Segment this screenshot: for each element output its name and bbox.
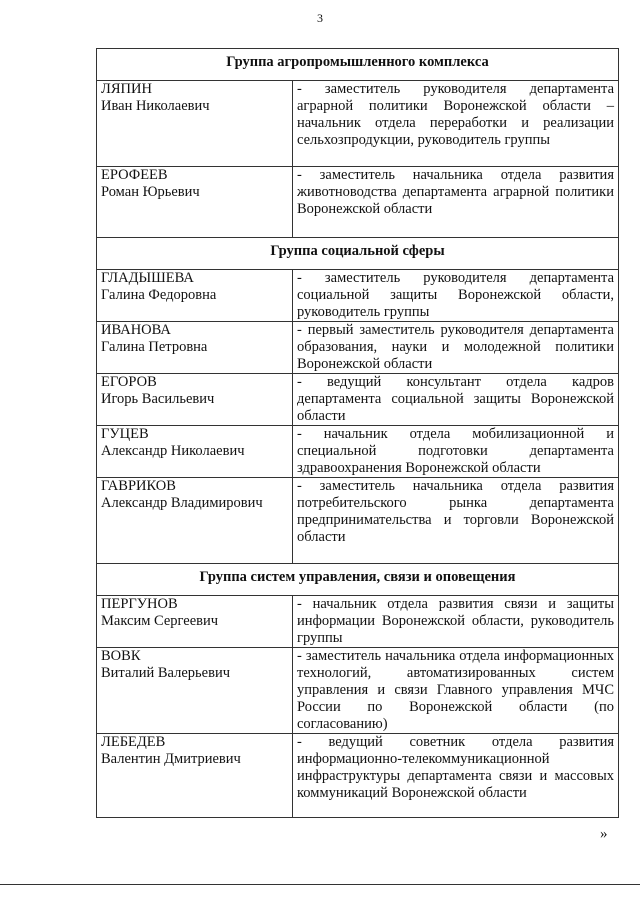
group-header-row [97, 564, 619, 596]
table-row [97, 734, 619, 818]
table-row [97, 478, 619, 564]
member-given-name: Иван Николаевич [101, 98, 210, 114]
member-position: - заместитель начальника отдела развития потребительского рынка департамента предпринимательства и торговли Воронежской области [293, 478, 619, 564]
member-given-name: Валентин Дмитриевич [101, 751, 241, 767]
group-title-social: Группа социальной сферы [97, 238, 619, 270]
member-position: - заместитель руководителя департамента социальной защиты Воронежской области, руководитель группы [293, 270, 619, 322]
table-row [97, 426, 619, 478]
member-name-cell [97, 167, 293, 238]
member-name-cell [97, 81, 293, 167]
member-given-name: Александр Владимирович [101, 495, 263, 511]
page-number: 3 [317, 11, 323, 25]
member-position: - ведущий советник отдела развития информационно-телекоммуникационной инфраструктуры департамента связи и массовых коммуникаций Воронежской области [293, 734, 619, 818]
table-row [97, 596, 619, 648]
member-name-cell [97, 734, 293, 818]
members-table [96, 48, 619, 818]
member-name-cell [97, 322, 293, 374]
member-surname: ЛЕБЕДЕВ [101, 734, 166, 750]
member-name-cell [97, 426, 293, 478]
member-position: - начальник отдела развития связи и защиты информации Воронежской области, руководитель группы [293, 596, 619, 648]
member-surname: ГАВРИКОВ [101, 478, 176, 494]
table-row [97, 81, 619, 167]
member-given-name: Галина Федоровна [101, 287, 217, 303]
page-bottom-divider [0, 884, 640, 885]
member-given-name: Игорь Васильевич [101, 391, 215, 407]
group-title-agro: Группа агропромышленного комплекса [97, 49, 619, 81]
group-header-row [97, 49, 619, 81]
group-header-row [97, 238, 619, 270]
member-given-name: Галина Петровна [101, 339, 208, 355]
member-name-cell [97, 270, 293, 322]
group-title-communications: Группа систем управления, связи и оповещения [97, 564, 619, 596]
member-surname: ГУЦЕВ [101, 426, 149, 442]
member-name-cell [97, 648, 293, 734]
member-position: - начальник отдела мобилизационной и специальной подготовки департамента здравоохранения Воронежской области [293, 426, 619, 478]
member-surname: ИВАНОВА [101, 322, 171, 338]
member-name-cell [97, 478, 293, 564]
table-row [97, 270, 619, 322]
member-position: - заместитель руководителя департамента аграрной политики Воронежской области – начальник отдела переработки и реализации сельхозпродукции, руководитель группы [293, 81, 619, 167]
member-given-name: Виталий Валерьевич [101, 665, 230, 681]
table-row [97, 648, 619, 734]
member-position: - первый заместитель руководителя департамента образования, науки и молодежной политики Воронежской области [293, 322, 619, 374]
member-given-name: Максим Сергеевич [101, 613, 219, 629]
table-row [97, 322, 619, 374]
member-surname: ЕРОФЕЕВ [101, 167, 168, 183]
member-position: - ведущий консультант отдела кадров департамента социальной защиты Воронежской области [293, 374, 619, 426]
member-given-name: Александр Николаевич [101, 443, 245, 459]
member-position: - заместитель начальника отдела развития животноводства департамента аграрной политики Воронежской области [293, 167, 619, 238]
member-name-cell [97, 374, 293, 426]
member-position: - заместитель начальника отдела информационных технологий, автоматизированных систем управления и связи Главного управления МЧС России по Воронежской области (по согласованию) [293, 648, 619, 734]
member-name-cell [97, 596, 293, 648]
member-surname: ВОВК [101, 648, 141, 664]
member-surname: ПЕРГУНОВ [101, 596, 178, 612]
member-given-name: Роман Юрьевич [101, 184, 200, 200]
member-surname: ЕГОРОВ [101, 374, 157, 390]
member-surname: ГЛАДЫШЕВА [101, 270, 194, 286]
member-surname: ЛЯПИН [101, 81, 152, 97]
continuation-mark: » [600, 826, 608, 842]
table-row [97, 374, 619, 426]
table-row [97, 167, 619, 238]
